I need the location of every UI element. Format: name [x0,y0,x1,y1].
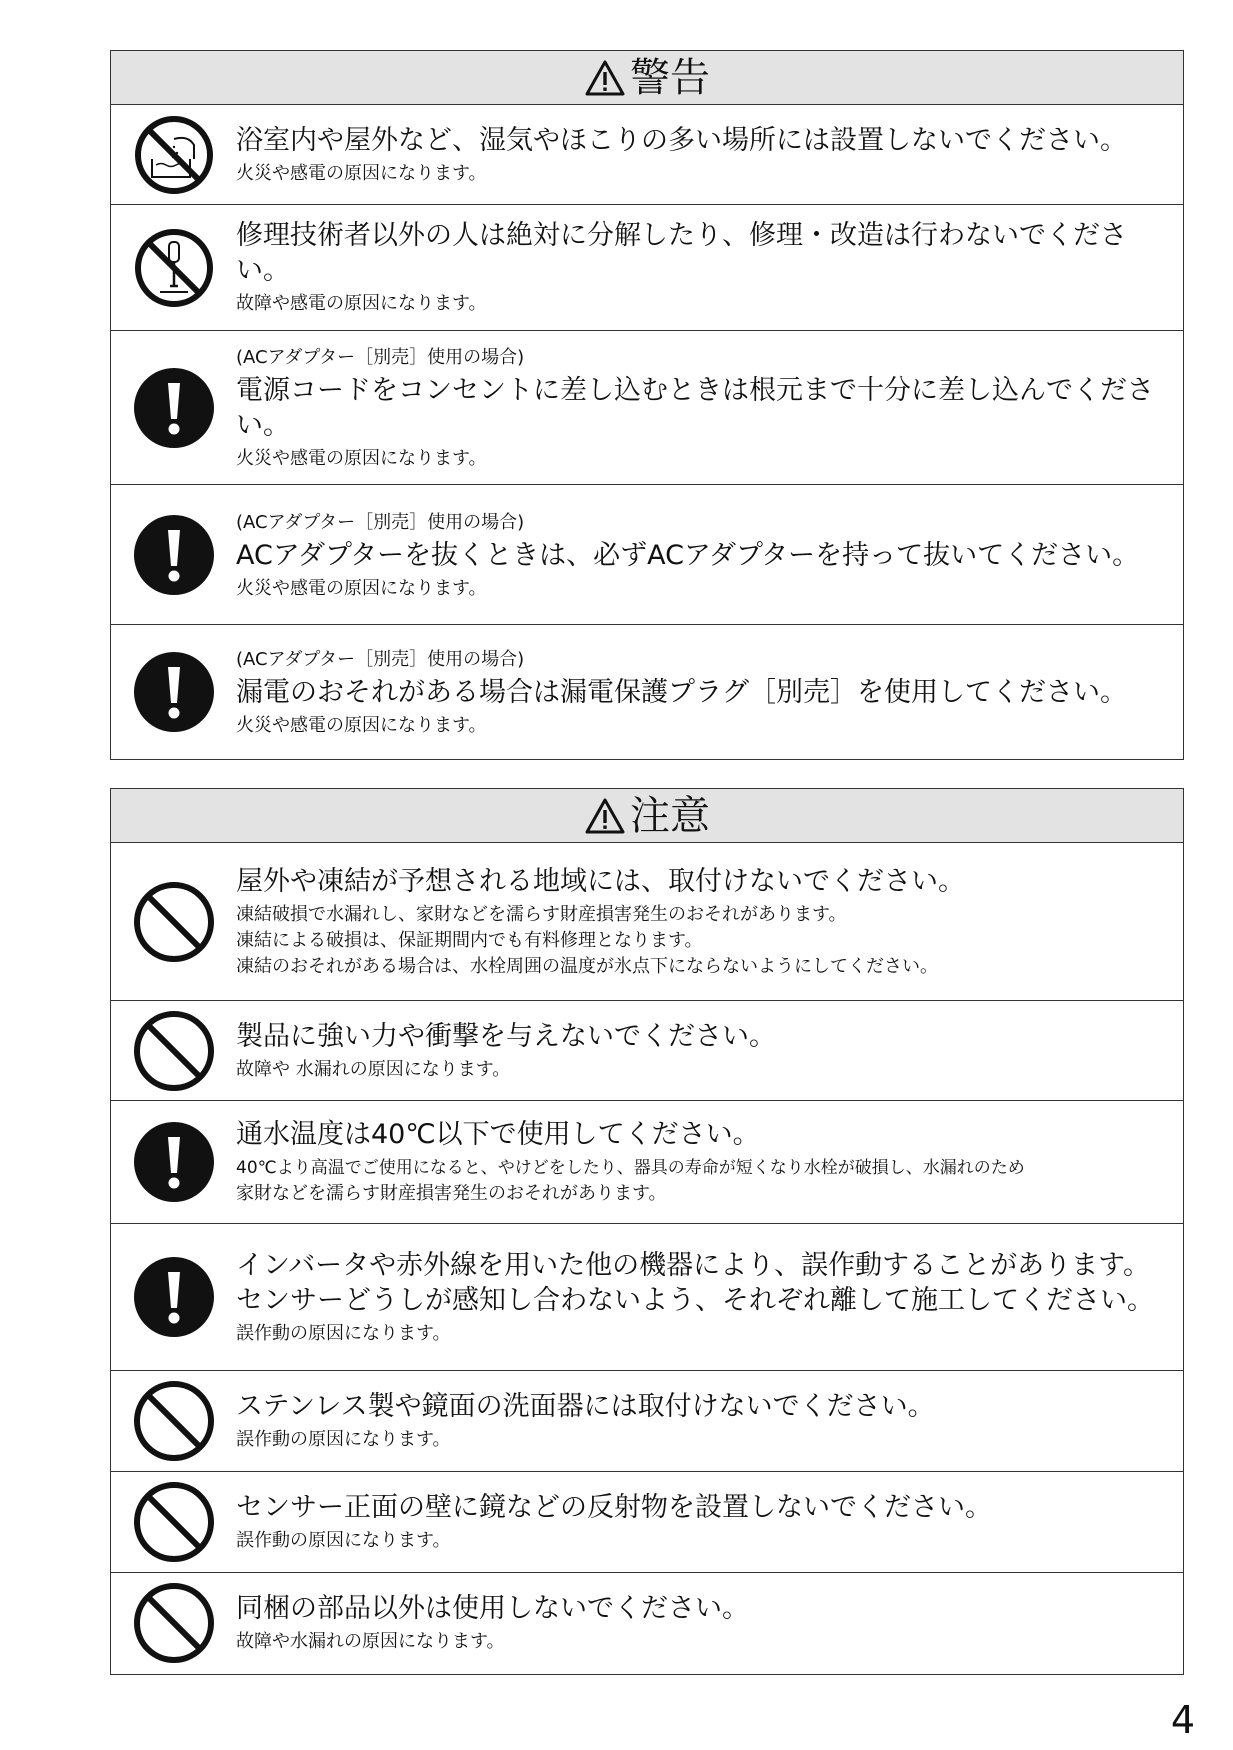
mandatory-icon [133,651,215,733]
caution-section [110,788,1184,1675]
no-water-icon [134,115,214,195]
caution-row-3 [111,1101,1183,1224]
warning-3-pre: (ACアダプター［別売］使用の場合) [236,347,525,368]
mandatory-icon [133,1256,215,1338]
caution-3-sub-2: 家財などを濡らす財産損害発生のおそれがあります。 [236,1183,667,1204]
warning-5-pre: (ACアダプター［別売］使用の場合) [236,648,525,670]
caution-1-sub-3: 凍結のおそれがある場合は、水栓周囲の温度が氷点下にならないようにしてください。 [236,955,938,977]
caution-7-main: 同梱の部品以外は使用しないでください。 [236,1592,749,1624]
warning-row-1 [111,105,1183,205]
caution-row-1 [111,843,1183,1001]
caution-6-sub: 誤作動の原因になります。 [236,1530,451,1551]
warning-4-main: ACアダプターを抜くときは、必ずACアダプターを持って抜いてください。 [236,539,1140,571]
caution-1-sub-2: 凍結による破損は、保証期間内でも有料修理となります。 [236,929,703,951]
prohibited-icon [133,1481,215,1563]
warning-header [111,51,1183,105]
caution-row-5 [111,1371,1183,1472]
warning-1-sub: 火災や感電の原因になります。 [236,162,487,184]
caution-6-main: センサー正面の壁に鏡などの反射物を設置しないでください。 [236,1492,992,1523]
caution-3-sub-1: 40℃より高温でご使用になると、やけどをしたり、器具の寿命が短くなり水栓が破損し、水漏れのため [236,1158,1025,1178]
warning-row-4 [111,485,1183,625]
warning-3-main: 電源コードをコンセントに差し込むときは根元まで十分に差し込んでください。 [236,375,1154,441]
warning-1-main: 浴室内や屋外など、湿気やほこりの多い場所には設置しないでください。 [236,124,1127,156]
warning-triangle-icon [584,797,626,835]
caution-4-main-2: センサーどうしが感知し合わないよう、それぞれ離して施工してください。 [236,1284,1154,1316]
warning-row-2 [111,205,1183,331]
caution-5-main: ステンレス製や鏡面の洗面器には取付けないでください。 [236,1391,935,1422]
caution-4-main-1: インバータや赤外線を用いた他の機器により、誤作動することがあります。 [236,1249,1150,1281]
caution-2-sub: 故障や 水漏れの原因になります。 [236,1058,511,1080]
warning-row-3 [111,331,1183,485]
warning-4-sub: 火災や感電の原因になります。 [236,577,487,599]
caution-title: 注意 [630,792,710,839]
warning-triangle-icon [584,59,626,97]
prohibited-icon [133,1380,215,1462]
warning-3-sub: 火災や感電の原因になります。 [236,448,487,469]
prohibited-icon [133,1010,215,1092]
caution-row-4 [111,1224,1183,1371]
caution-7-sub: 故障や水漏れの原因になります。 [236,1630,505,1652]
warning-4-pre: (ACアダプター［別売］使用の場合) [236,511,525,533]
caution-3-main: 通水温度は40℃以下で使用してください。 [236,1119,760,1150]
warning-row-5 [111,625,1183,758]
warning-section [110,50,1184,760]
caution-1-sub-1: 凍結破損で水漏れし、家財などを濡らす財産損害発生のおそれがあります。 [236,903,847,925]
prohibited-icon [133,881,215,963]
warning-5-sub: 火災や感電の原因になります。 [236,714,487,736]
caution-5-sub: 誤作動の原因になります。 [236,1429,451,1450]
page-number: 4 [1170,1698,1195,1742]
mandatory-icon [133,1121,215,1203]
caution-row-6 [111,1472,1183,1573]
no-disassembly-icon [134,228,214,308]
caution-row-7 [111,1573,1183,1672]
warning-title: 警告 [630,54,710,101]
caution-2-main: 製品に強い力や衝撃を与えないでください。 [236,1020,776,1052]
caution-header [111,789,1183,843]
caution-1-main: 屋外や凍結が予想される地域には、取付けないでください。 [236,865,965,897]
caution-4-sub: 誤作動の原因になります。 [236,1322,451,1344]
mandatory-icon [133,514,215,596]
mandatory-icon [133,367,215,449]
caution-row-2 [111,1001,1183,1101]
prohibited-icon [133,1582,215,1664]
warning-2-sub: 故障や感電の原因になります。 [236,293,487,314]
warning-5-main: 漏電のおそれがある場合は漏電保護プラグ［別売］を使用してください。 [236,676,1127,708]
warning-2-main: 修理技術者以外の人は絶対に分解したり、修理・改造は行わないでください。 [236,220,1127,286]
